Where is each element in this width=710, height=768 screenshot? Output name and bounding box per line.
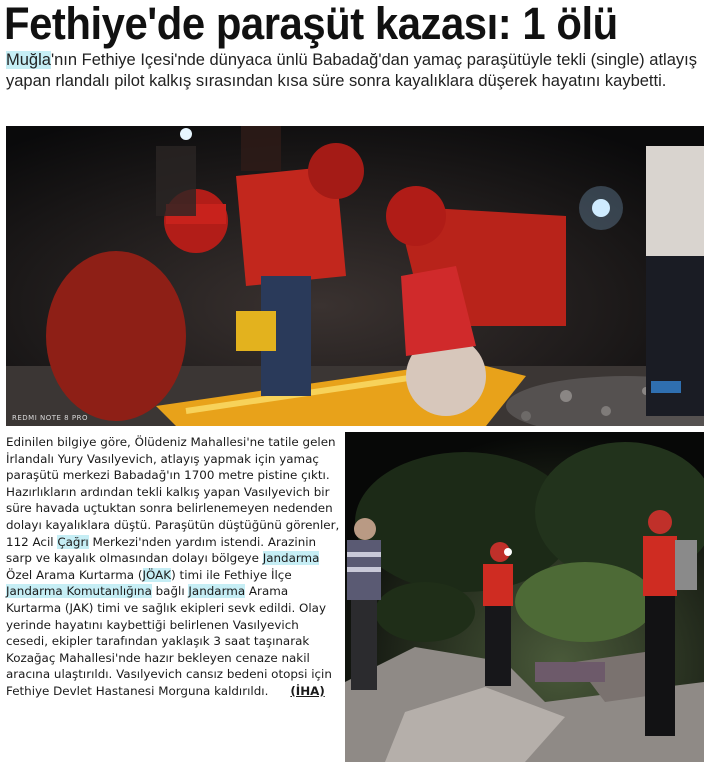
camera-watermark: REDMI NOTE 8 PRO bbox=[12, 414, 88, 422]
body-text-2: Merkezi'nden yardım istendi. Arazinin sarp ve kayalık olmasından dolayı bölgeye bbox=[6, 534, 317, 566]
terrain-scene-illustration bbox=[345, 432, 704, 762]
keyword-joak: JÖAK bbox=[142, 567, 172, 582]
rescue-scene-illustration bbox=[6, 126, 704, 426]
rescue-team-terrain-photo bbox=[345, 432, 704, 762]
body-text-3: Özel Arama Kurtarma ( bbox=[6, 567, 143, 582]
body-text-5: bağlı bbox=[151, 584, 189, 599]
article-body bbox=[6, 434, 342, 700]
rescue-team-night-photo bbox=[6, 126, 704, 426]
keyword-jandarma-komutanligi: Jandarma Komutanlığına bbox=[6, 584, 152, 599]
lead-highlight: Muğla bbox=[6, 51, 51, 69]
source-credit: (İHA) bbox=[290, 683, 325, 698]
keyword-jandarma: Jandarma bbox=[262, 551, 320, 566]
body-text-1: Edinilen bilgiye göre, Ölüdeniz Mahallesi'ne tatile gelen İrlandalı Yury Vasılyevich, atlayış yapmak için yamaç paraşütü merkezi Babadağ'ın 1700 metre pistine çıktı. Hazırlıkların ardından tekli kalkış yapan Vasılyevich bir süre havada uçtuktan sonra belirlenemeyen nedenden dolayı kayalıklara düştü. Paraşütün düştüğünü görenler, 112 Acil bbox=[6, 435, 340, 549]
body-text-4: ) timi ile Fethiye İlçe bbox=[171, 567, 292, 582]
lead-text: 'nın Fethiye Içesi'nde dünyaca ünlü Babadağ'dan yamaç paraşütüyle tekli (single) atlayış yapan rlandalı pilot kalkış sırasından kısa süre sonra kayalıklara düşerek hayatını kaybetti. bbox=[6, 51, 697, 90]
keyword-jandarma-2: Jandarma bbox=[188, 584, 246, 599]
body-text-6: Arama Kurtarma (JAK) timi ve sağlık ekipleri sevk edildi. Olay yerinde hayatını kaybettiği belirlenen Vasılyevich cesedi, ekipler tarafından yaklaşık 3 saat taşınarak Kozağaç Mahallesi'nde hazır bekleyen cenaze nakil aracına ulaştırıldı. Vasılyevich cansız bedeni otopsi için Fethiye Devlet Hastanesi Morguna kaldırıldı. bbox=[6, 584, 332, 698]
keyword-cagri: Çağrı bbox=[57, 534, 89, 549]
lead-paragraph bbox=[6, 50, 706, 92]
headline: Fethiye'de paraşüt kazası: 1 ölü bbox=[4, 0, 618, 49]
